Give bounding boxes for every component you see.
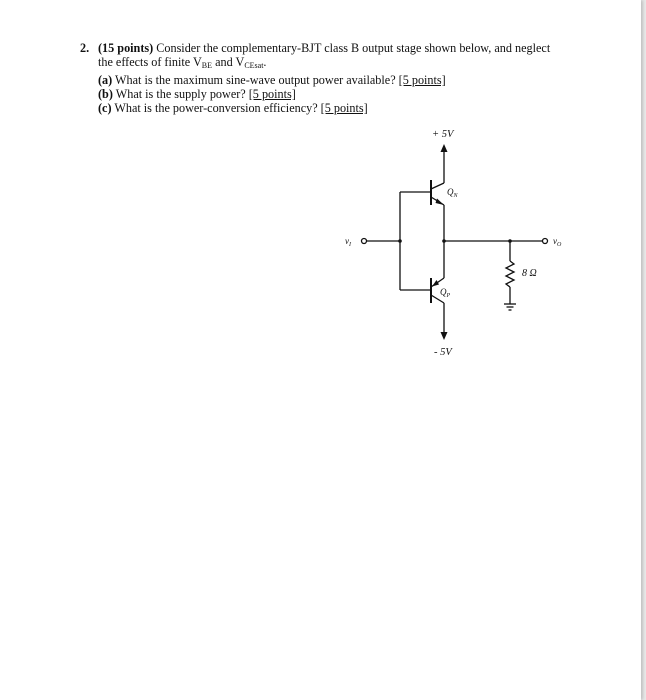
qn-emitter-arrow bbox=[436, 199, 445, 206]
vin-label: $v_I$ bbox=[345, 236, 351, 248]
vneg-label: - 5V bbox=[434, 347, 452, 358]
vpos-label: + 5V bbox=[432, 129, 454, 140]
load-label: 8 Ω bbox=[522, 268, 537, 279]
question-points: (15 points) bbox=[98, 41, 154, 55]
part-b-text: What is the supply power? bbox=[112, 87, 249, 101]
part-a-label: (a) bbox=[98, 73, 113, 87]
part-c-points: [5 points] bbox=[320, 101, 368, 115]
question-intro: Consider the complementary-BJT class B output stage shown below, and neglect bbox=[153, 41, 551, 55]
vpos-arrow bbox=[441, 144, 448, 152]
part-c-text: What is the power-conversion efficiency? bbox=[111, 101, 321, 115]
vout-terminal bbox=[543, 239, 548, 244]
load-resistor bbox=[506, 261, 514, 287]
vin-terminal bbox=[362, 239, 367, 244]
emitter-junction-dot bbox=[442, 239, 446, 243]
load-junction-dot bbox=[508, 239, 512, 243]
qp-label: $Q_P$ bbox=[440, 287, 451, 299]
question-line2-text: the effects of finite V bbox=[98, 55, 202, 69]
part-a-points: [5 points] bbox=[398, 73, 446, 87]
qn-collector bbox=[431, 183, 444, 189]
vneg-arrow bbox=[441, 332, 448, 340]
base-junction-dot bbox=[398, 239, 402, 243]
vbe-subscript: BE bbox=[201, 61, 213, 70]
part-c-label: (c) bbox=[98, 101, 112, 115]
part-b-label: (b) bbox=[98, 87, 113, 101]
qp-emitter-arrow bbox=[432, 280, 439, 287]
part-b-points: [5 points] bbox=[248, 87, 296, 101]
question-line2-end: . bbox=[263, 55, 267, 69]
part-a-text: What is the maximum sine-wave output power available? bbox=[112, 73, 399, 87]
question-number: 2. bbox=[80, 41, 90, 55]
qn-label: $Q_N$ bbox=[447, 187, 458, 199]
vcesat-subscript: CEsat bbox=[244, 61, 264, 70]
vout-label: $v_O$ bbox=[553, 236, 562, 248]
question-line2-mid: and V bbox=[212, 55, 245, 69]
